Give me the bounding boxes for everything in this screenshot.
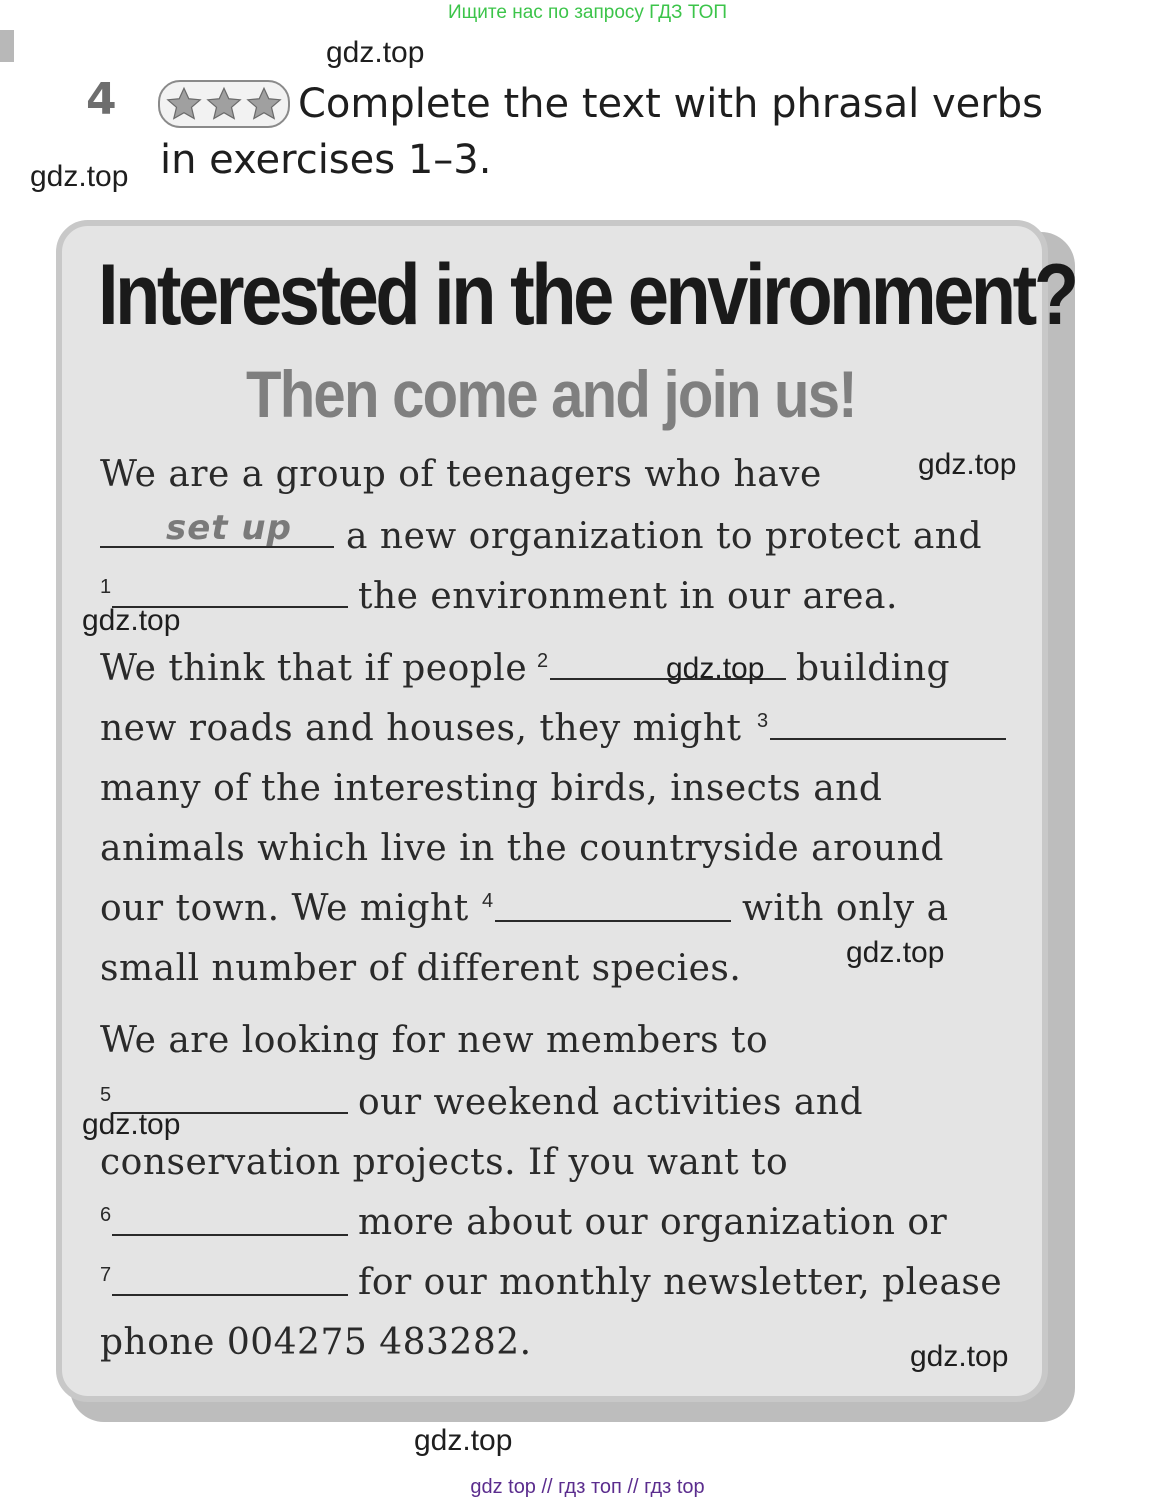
gap-number: 4 <box>482 890 494 912</box>
watermark: gdz.top <box>82 604 181 637</box>
gap-number: 3 <box>757 710 769 732</box>
exercise-instruction: Complete the text with phrasal verbs in exercises 1–3. <box>160 81 1043 183</box>
gap-number: 5 <box>100 1084 112 1106</box>
gap-number: 7 <box>100 1264 112 1286</box>
text-line: building <box>796 648 951 689</box>
text-line: We are a group of teenagers who have <box>100 454 822 495</box>
watermark: gdz.top <box>30 160 129 193</box>
text-line: conservation projects. If you want to <box>100 1142 789 1183</box>
gap-number: 6 <box>100 1204 112 1226</box>
watermark: gdz.top <box>846 936 945 969</box>
page-corner-tab <box>0 30 14 62</box>
text-line: We are looking for new members to <box>100 1020 769 1061</box>
watermark: gdz.top <box>666 652 765 685</box>
text-line: phone 004275 483282. <box>100 1322 532 1363</box>
watermark: gdz.top <box>918 448 1017 481</box>
answer-blank-4[interactable] <box>495 920 731 922</box>
answer-blank-7[interactable] <box>112 1294 348 1296</box>
text-line: We think that if people <box>100 648 528 689</box>
text-line: a new organization to protect and <box>346 516 983 557</box>
text-line: the environment in our area. <box>358 576 898 617</box>
search-banner[interactable]: Ищите нас по запросу ГДЗ ТОП <box>447 2 728 23</box>
text-line: with only a <box>742 888 949 929</box>
text-line: new roads and houses, they might <box>100 708 742 749</box>
text-line: our weekend activities and <box>358 1082 864 1123</box>
watermark: gdz.top <box>82 1108 181 1141</box>
gap-number: 2 <box>537 650 549 672</box>
text-line: small number of different species. <box>100 948 742 989</box>
watermark: gdz.top <box>910 1340 1009 1373</box>
answer-blank-3[interactable] <box>770 738 1006 740</box>
text-line: our town. We might <box>100 888 469 929</box>
watermark: gdz.top <box>326 36 425 69</box>
example-answer: set up <box>166 508 292 548</box>
gap-number: 1 <box>100 576 112 598</box>
text-line: for our monthly newsletter, please <box>358 1262 1003 1303</box>
answer-blank-6[interactable] <box>112 1234 348 1236</box>
example-blank <box>100 546 334 548</box>
text-line: more about our organization or <box>358 1202 948 1243</box>
footer-links[interactable]: gdz top // гдз топ // гдз top <box>470 1476 705 1498</box>
card-subheadline: Then come and join us! <box>246 357 856 431</box>
card-headline: Interested in the environment? <box>98 247 1076 343</box>
exercise-number: 4 <box>86 74 117 125</box>
text-line: animals which live in the countryside around <box>100 828 944 869</box>
watermark: gdz.top <box>414 1424 513 1457</box>
text-line: many of the interesting birds, insects and <box>100 768 883 809</box>
